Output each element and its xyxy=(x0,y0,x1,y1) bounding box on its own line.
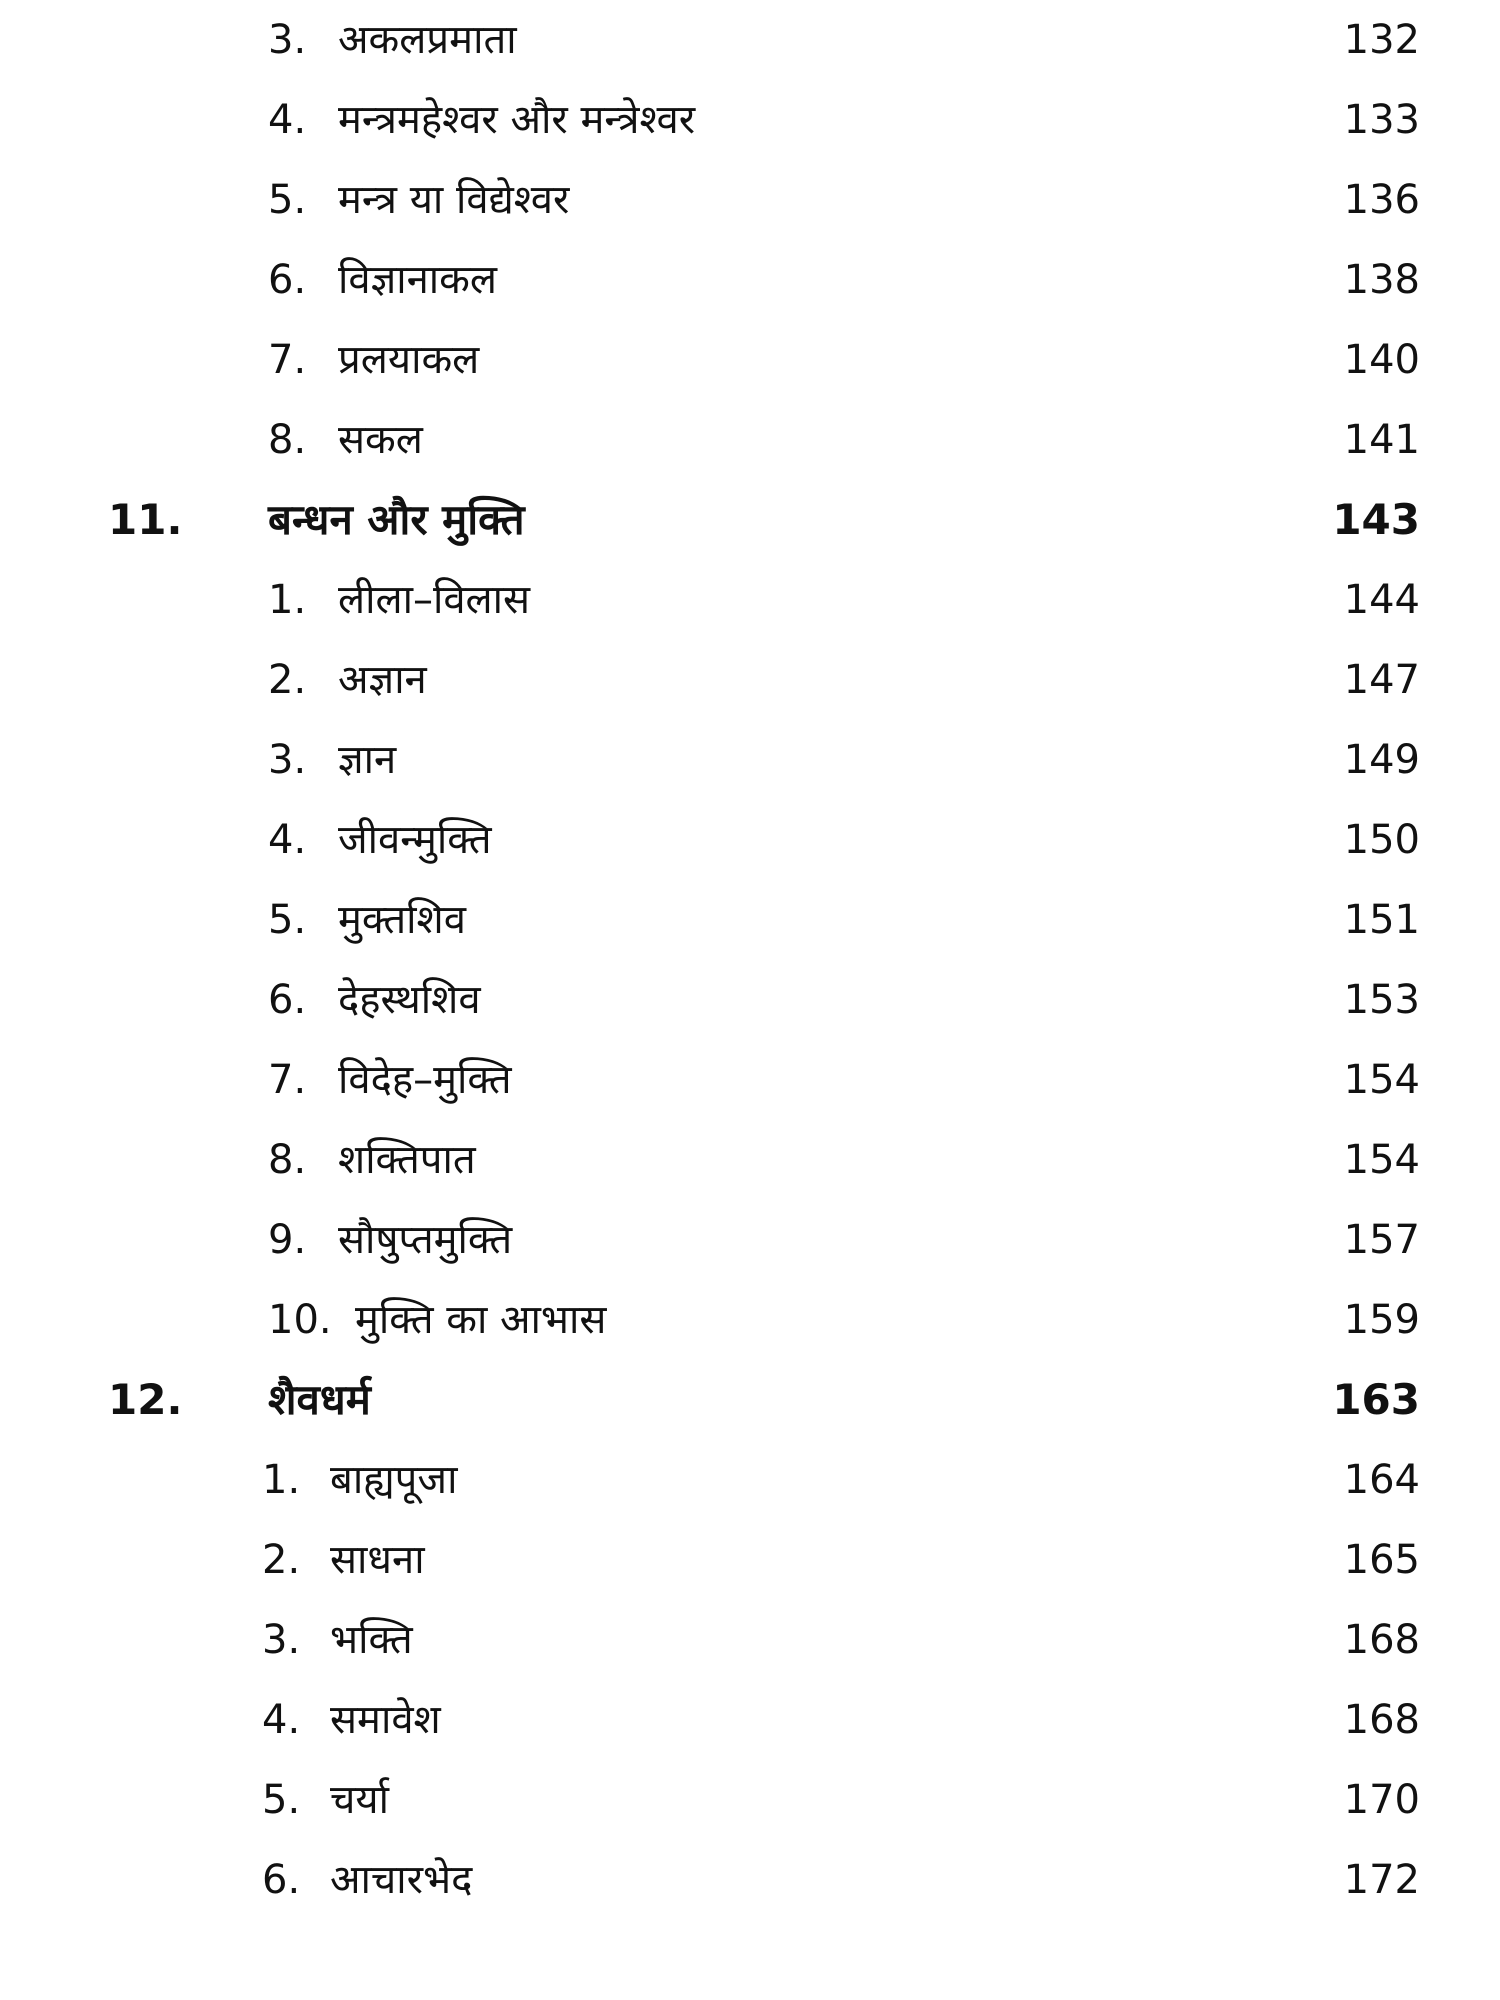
chapter-number: 11. xyxy=(108,495,183,544)
entry-number: 7. xyxy=(268,337,307,383)
toc-entry-2-ajnana xyxy=(0,640,1500,720)
entry-title: मन्त्र या विद्येश्वर xyxy=(338,177,570,223)
entry-title: प्रलयाकल xyxy=(338,337,480,383)
toc-entry-3-bhakti xyxy=(0,1600,1500,1680)
entry-title: लीला–विलास xyxy=(338,577,531,623)
entry-page: 154 xyxy=(1343,1137,1420,1183)
entry-title: सकल xyxy=(338,417,423,463)
entry-number: 2. xyxy=(262,1537,301,1583)
entry-page: 147 xyxy=(1343,657,1420,703)
entry-number: 9. xyxy=(268,1217,307,1263)
entry-number: 3. xyxy=(268,737,307,783)
entry-page: 153 xyxy=(1343,977,1420,1023)
entry-title: जीवन्मुक्ति xyxy=(338,817,492,863)
entry-title: विदेह–मुक्ति xyxy=(338,1057,512,1103)
entry-page: 168 xyxy=(1343,1697,1420,1743)
entry-number: 4. xyxy=(268,97,307,143)
entry-title: देहस्थशिव xyxy=(338,977,481,1023)
entry-number: 5. xyxy=(262,1777,301,1823)
entry-page: 138 xyxy=(1343,257,1420,303)
toc-entry-1-bahyapuja xyxy=(0,1440,1500,1520)
entry-title: मन्त्रमहेश्वर और मन्त्रेश्वर xyxy=(338,97,696,143)
entry-page: 133 xyxy=(1343,97,1420,143)
entry-title: मुक्ति का आभास xyxy=(355,1297,607,1343)
toc-entry-4-jivanmukti xyxy=(0,800,1500,880)
toc-entry-8-shaktipata xyxy=(0,1120,1500,1200)
chapter-title: बन्धन और मुक्ति xyxy=(268,495,525,544)
entry-page: 157 xyxy=(1343,1217,1420,1263)
entry-number: 3. xyxy=(268,17,307,63)
entry-title: विज्ञानाकल xyxy=(338,257,497,303)
toc-entry-1-lila-vilasa xyxy=(0,560,1500,640)
entry-page: 144 xyxy=(1343,577,1420,623)
entry-title: समावेश xyxy=(330,1697,441,1743)
toc-entry-6-dehasthashiva xyxy=(0,960,1500,1040)
entry-title: अकलप्रमाता xyxy=(338,17,517,63)
toc-entry-4-samavesha xyxy=(0,1680,1500,1760)
toc-entry-5-charya xyxy=(0,1760,1500,1840)
entry-number: 7. xyxy=(268,1057,307,1103)
entry-number: 10. xyxy=(268,1297,332,1343)
entry-page: 159 xyxy=(1343,1297,1420,1343)
toc-entry-7-videha-mukti xyxy=(0,1040,1500,1120)
entry-title: साधना xyxy=(330,1537,425,1583)
entry-page: 154 xyxy=(1343,1057,1420,1103)
toc-entry-5-muktashiva xyxy=(0,880,1500,960)
entry-title: मुक्तशिव xyxy=(338,897,466,943)
entry-number: 6. xyxy=(262,1857,301,1903)
entry-page: 132 xyxy=(1343,17,1420,63)
entry-page: 151 xyxy=(1343,897,1420,943)
entry-title: आचारभेद xyxy=(330,1857,473,1903)
toc-entry-10-mukti-ka-abhasa xyxy=(0,1280,1500,1360)
entry-number: 4. xyxy=(262,1697,301,1743)
entry-title: शक्तिपात xyxy=(338,1137,476,1183)
chapter-page: 143 xyxy=(1332,495,1420,544)
entry-number: 1. xyxy=(262,1457,301,1503)
toc-chapter-12 xyxy=(0,1360,1500,1440)
toc-entry-5-mantra-vidyeshvara xyxy=(0,160,1500,240)
toc-entry-3-akalapramata xyxy=(0,0,1500,80)
entry-number: 6. xyxy=(268,977,307,1023)
entry-number: 4. xyxy=(268,817,307,863)
entry-page: 165 xyxy=(1343,1537,1420,1583)
entry-number: 3. xyxy=(262,1617,301,1663)
entry-page: 141 xyxy=(1343,417,1420,463)
entry-page: 164 xyxy=(1343,1457,1420,1503)
entry-title: भक्ति xyxy=(330,1617,413,1663)
toc-entry-7-pralayakala xyxy=(0,320,1500,400)
entry-page: 170 xyxy=(1343,1777,1420,1823)
entry-number: 5. xyxy=(268,177,307,223)
chapter-title: शैवधर्म xyxy=(268,1375,371,1424)
entry-number: 8. xyxy=(268,1137,307,1183)
toc-entry-3-jnana xyxy=(0,720,1500,800)
entry-number: 5. xyxy=(268,897,307,943)
entry-title: सौषुप्तमुक्ति xyxy=(338,1217,513,1263)
toc-entry-8-sakala xyxy=(0,400,1500,480)
entry-page: 150 xyxy=(1343,817,1420,863)
toc-entry-2-sadhana xyxy=(0,1520,1500,1600)
entry-page: 168 xyxy=(1343,1617,1420,1663)
chapter-number: 12. xyxy=(108,1375,183,1424)
toc-entry-6-acharabheda xyxy=(0,1840,1500,1920)
entry-title: बाह्यपूजा xyxy=(330,1457,458,1503)
entry-number: 6. xyxy=(268,257,307,303)
entry-page: 136 xyxy=(1343,177,1420,223)
entry-page: 140 xyxy=(1343,337,1420,383)
toc-entry-9-saushuptamukti xyxy=(0,1200,1500,1280)
chapter-page: 163 xyxy=(1332,1375,1420,1424)
entry-title: चर्या xyxy=(330,1777,389,1823)
toc-chapter-11 xyxy=(0,480,1500,560)
entry-page: 149 xyxy=(1343,737,1420,783)
toc-entry-4-mantramaheshvara xyxy=(0,80,1500,160)
entry-title: ज्ञान xyxy=(338,737,397,783)
entry-number: 1. xyxy=(268,577,307,623)
entry-title: अज्ञान xyxy=(338,657,427,703)
entry-page: 172 xyxy=(1343,1857,1420,1903)
toc-entry-6-vijnanakala xyxy=(0,240,1500,320)
entry-number: 2. xyxy=(268,657,307,703)
entry-number: 8. xyxy=(268,417,307,463)
